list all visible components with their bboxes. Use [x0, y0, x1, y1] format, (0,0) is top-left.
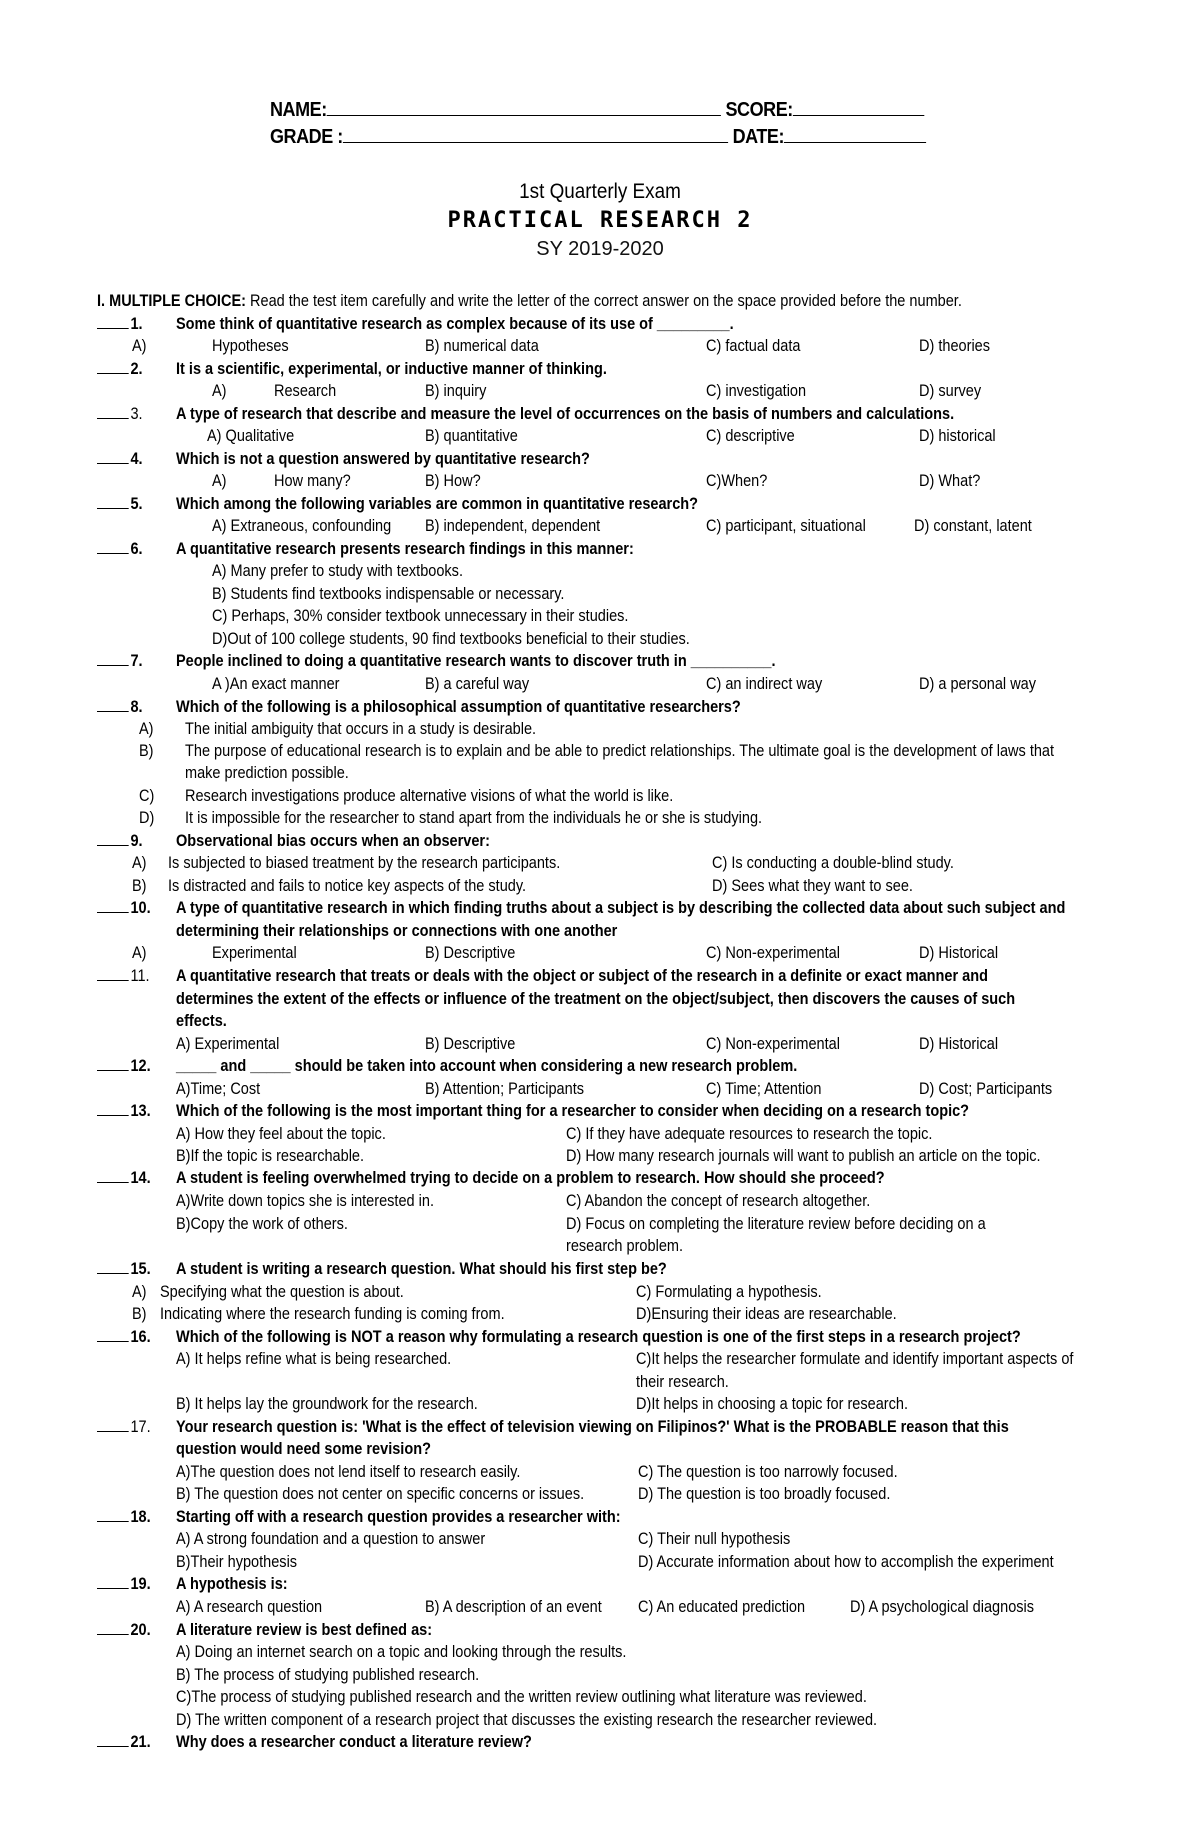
- question-8-number: 8.: [97, 696, 143, 718]
- question-16-number: 16.: [97, 1326, 151, 1348]
- grade-label: GRADE :: [270, 126, 343, 148]
- exam-title: 1st Quarterly Exam: [519, 180, 681, 203]
- q13-option-d: D) How many research journals will want to publish an article on the topic.: [566, 1147, 1041, 1165]
- question-20-number: 20.: [97, 1619, 151, 1641]
- question-10-text-cont: determining their relationships or connections with one another: [176, 922, 618, 940]
- grade-line: [343, 125, 728, 143]
- q9-option-a-text: Is subjected to biased treatment by the research participants.: [168, 854, 561, 872]
- answer-blank: [97, 1055, 129, 1071]
- q17-option-c: C) The question is too narrowly focused.: [638, 1463, 898, 1481]
- question-18-number: 18.: [97, 1506, 151, 1528]
- q11-option-b: B) Descriptive: [425, 1035, 516, 1053]
- q4-option-a: A): [212, 472, 227, 490]
- q2-option-d: D) survey: [919, 382, 982, 400]
- subject-title: PRACTICAL RESEARCH 2: [447, 208, 753, 233]
- q19-option-a: A) A research question: [176, 1598, 323, 1616]
- q7-option-c: C) an indirect way: [706, 675, 823, 693]
- answer-blank: [97, 1416, 129, 1432]
- q10-option-d: D) Historical: [919, 944, 999, 962]
- question-6-text: A quantitative research presents research findings in this manner:: [176, 540, 634, 558]
- q14-option-b: B)Copy the work of others.: [176, 1215, 348, 1233]
- q16-option-b: B) It helps lay the groundwork for the research.: [176, 1395, 478, 1413]
- question-13-text: Which of the following is the most important thing for a researcher to consider when deciding on a research topic?: [176, 1102, 970, 1120]
- question-19-text: A hypothesis is:: [176, 1575, 288, 1593]
- score-label: SCORE:: [725, 99, 793, 121]
- q7-option-a: A )An exact manner: [212, 675, 340, 693]
- question-11-text-cont: determines the extent of the effects or influence of the treatment on the object/subject, then discovers the causes of such: [176, 990, 1016, 1008]
- q2-option-a-text: Research: [274, 382, 337, 400]
- answer-blank: [97, 493, 129, 509]
- q7-option-b: B) a careful way: [425, 675, 530, 693]
- score-line: [793, 98, 924, 116]
- instruction-text: Read the test item carefully and write the letter of the correct answer on the space provided before the number.: [250, 292, 962, 310]
- answer-blank: [97, 696, 129, 712]
- q15-option-a: A): [132, 1283, 147, 1301]
- q16-option-c: C)It helps the researcher formulate and identify important aspects of: [636, 1350, 1074, 1368]
- question-19-number: 19.: [97, 1573, 151, 1595]
- question-17-text: Your research question is: 'What is the effect of television viewing on Filipinos?' What is the PROBABLE reason that this: [176, 1418, 1009, 1436]
- q8-option-a: A): [139, 720, 154, 738]
- q12-option-a: A)Time; Cost: [176, 1080, 261, 1098]
- q14-option-d: D) Focus on completing the literature review before deciding on a: [566, 1215, 986, 1233]
- q8-option-c-text: Research investigations produce alternative visions of what the world is like.: [185, 787, 674, 805]
- q20-option-a: A) Doing an internet search on a topic and looking through the results.: [176, 1643, 627, 1661]
- question-4-text: Which is not a question answered by quantitative research?: [176, 450, 590, 468]
- header-row-2: [270, 125, 936, 149]
- q3-option-d: D) historical: [919, 427, 996, 445]
- q10-option-a: A): [132, 944, 147, 962]
- answer-blank: [97, 1619, 129, 1635]
- answer-blank: [97, 1167, 129, 1183]
- q9-option-b: B): [132, 877, 147, 895]
- q13-option-a: A) How they feel about the topic.: [176, 1125, 386, 1143]
- answer-blank: [97, 1100, 129, 1116]
- question-8-text: Which of the following is a philosophical assumption of quantitative researchers?: [176, 698, 741, 716]
- q15-option-b-text: Indicating where the research funding is coming from.: [160, 1305, 505, 1323]
- answer-blank: [97, 965, 129, 981]
- q2-option-b: B) inquiry: [425, 382, 487, 400]
- q8-option-b-text: The purpose of educational research is to explain and be able to predict relationships. The ultimate goal is the development of laws that: [185, 742, 1055, 760]
- answer-blank: [97, 830, 129, 846]
- question-10-text: A type of quantitative research in which finding truths about a subject is by describing the collected data about such subject and: [176, 899, 1066, 917]
- header-row-1: [270, 98, 936, 122]
- q11-option-a: A) Experimental: [176, 1035, 280, 1053]
- q17-option-d: D) The question is too broadly focused.: [638, 1485, 891, 1503]
- q2-option-c: C) investigation: [706, 382, 807, 400]
- q3-option-c: C) descriptive: [706, 427, 795, 445]
- q16-option-d: D)It helps in choosing a topic for research.: [636, 1395, 908, 1413]
- answer-blank: [97, 358, 129, 374]
- q11-option-c: C) Non-experimental: [706, 1035, 840, 1053]
- q10-option-a-text: Experimental: [212, 944, 297, 962]
- question-6-number: 6.: [97, 538, 143, 560]
- q1-option-c: C) factual data: [706, 337, 801, 355]
- q18-option-b: B)Their hypothesis: [176, 1553, 298, 1571]
- question-16-text: Which of the following is NOT a reason why formulating a research question is one of the first steps in a research project?: [176, 1328, 1021, 1346]
- question-17-number: 17.: [97, 1416, 151, 1438]
- q4-option-b: B) How?: [425, 472, 481, 490]
- q10-option-b: B) Descriptive: [425, 944, 516, 962]
- q20-option-d: D) The written component of a research project that discusses the existing research the researcher reviewed.: [176, 1711, 878, 1729]
- answer-blank: [97, 1326, 129, 1342]
- q1-option-a-text: Hypotheses: [212, 337, 289, 355]
- question-9-number: 9.: [97, 830, 143, 852]
- q20-option-c: C)The process of studying published research and the written review outlining what literature was reviewed.: [176, 1688, 867, 1706]
- q5-option-d: D) constant, latent: [914, 517, 1032, 535]
- q9-option-b-text: Is distracted and fails to notice key aspects of the study.: [168, 877, 527, 895]
- q6-option-d: D)Out of 100 college students, 90 find textbooks beneficial to their studies.: [212, 630, 690, 648]
- q19-option-d: D) A psychological diagnosis: [850, 1598, 1035, 1616]
- q5-option-b: B) independent, dependent: [425, 517, 601, 535]
- question-10-number: 10.: [97, 897, 151, 919]
- answer-blank: [97, 1506, 129, 1522]
- answer-blank: [97, 538, 129, 554]
- q5-option-a: A) Extraneous, confounding: [212, 517, 392, 535]
- q4-option-d: D) What?: [919, 472, 981, 490]
- question-3-text: A type of research that describe and measure the level of occurrences on the basis of numbers and calculations.: [176, 405, 955, 423]
- date-line: [784, 125, 926, 143]
- question-17-text-cont: question would need some revision?: [176, 1440, 431, 1458]
- q8-option-d-text: It is impossible for the researcher to stand apart from the individuals he or she is studying.: [185, 809, 763, 827]
- q3-option-b: B) quantitative: [425, 427, 518, 445]
- q6-option-a: A) Many prefer to study with textbooks.: [212, 562, 463, 580]
- question-5-text: Which among the following variables are common in quantitative research?: [176, 495, 699, 513]
- question-18-text: Starting off with a research question provides a researcher with:: [176, 1508, 621, 1526]
- school-year: SY 2019-2020: [536, 238, 664, 260]
- q14-option-c: C) Abandon the concept of research altogether.: [566, 1192, 871, 1210]
- q8-option-b: B): [139, 742, 154, 760]
- answer-blank: [97, 1731, 129, 1747]
- question-11-number: 11.: [97, 965, 150, 987]
- q12-option-d: D) Cost; Participants: [919, 1080, 1053, 1098]
- q8-option-b-text-cont: make prediction possible.: [185, 764, 349, 782]
- q3-option-a: A) Qualitative: [207, 427, 295, 445]
- q4-option-c: C)When?: [706, 472, 768, 490]
- section-instruction: [97, 290, 962, 312]
- q2-option-a: A): [212, 382, 227, 400]
- q7-option-d: D) a personal way: [919, 675, 1037, 693]
- q15-option-c: C) Formulating a hypothesis.: [636, 1283, 822, 1301]
- question-3-number: 3.: [97, 403, 143, 425]
- q12-option-b: B) Attention; Participants: [425, 1080, 585, 1098]
- q8-option-d: D): [139, 809, 155, 827]
- answer-blank: [97, 313, 129, 329]
- question-11-text-cont2: effects.: [176, 1012, 227, 1030]
- question-1-text: Some think of quantitative research as complex because of its use of _________.: [176, 315, 734, 333]
- q14-option-a: A)Write down topics she is interested in.: [176, 1192, 434, 1210]
- q18-option-c: C) Their null hypothesis: [638, 1530, 791, 1548]
- q11-option-d: D) Historical: [919, 1035, 999, 1053]
- question-2-number: 2.: [97, 358, 143, 380]
- question-21-number: 21.: [97, 1731, 151, 1753]
- q20-option-b: B) The process of studying published research.: [176, 1666, 480, 1684]
- question-21-text: Why does a researcher conduct a literature review?: [176, 1733, 532, 1751]
- q1-option-d: D) theories: [919, 337, 991, 355]
- question-7-text: People inclined to doing a quantitative research wants to discover truth in __________.: [176, 652, 776, 670]
- question-14-text: A student is feeling overwhelmed trying to decide on a problem to research. How should she proceed?: [176, 1169, 885, 1187]
- q15-option-d: D)Ensuring their ideas are researchable.: [636, 1305, 897, 1323]
- answer-blank: [97, 448, 129, 464]
- q9-option-d: D) Sees what they want to see.: [712, 877, 913, 895]
- q6-option-b: B) Students find textbooks indispensable or necessary.: [212, 585, 565, 603]
- answer-blank: [97, 1258, 129, 1274]
- q8-option-a-text: The initial ambiguity that occurs in a study is desirable.: [185, 720, 537, 738]
- answer-blank: [97, 1573, 129, 1589]
- q18-option-d: D) Accurate information about how to accomplish the experiment: [638, 1553, 1054, 1571]
- question-15-number: 15.: [97, 1258, 151, 1280]
- q17-option-a: A)The question does not lend itself to research easily.: [176, 1463, 521, 1481]
- q10-option-c: C) Non-experimental: [706, 944, 840, 962]
- question-13-number: 13.: [97, 1100, 151, 1122]
- name-line: [327, 98, 721, 116]
- question-1-number: 1.: [97, 313, 143, 335]
- answer-blank: [97, 650, 129, 666]
- q18-option-a: A) A strong foundation and a question to answer: [176, 1530, 486, 1548]
- q17-option-b: B) The question does not center on specific concerns or issues.: [176, 1485, 585, 1503]
- answer-blank: [97, 897, 129, 913]
- q9-option-c: C) Is conducting a double-blind study.: [712, 854, 954, 872]
- name-label: NAME:: [270, 99, 327, 121]
- question-5-number: 5.: [97, 493, 143, 515]
- q19-option-c: C) An educated prediction: [638, 1598, 806, 1616]
- q15-option-b: B): [132, 1305, 147, 1323]
- q13-option-b: B)If the topic is researchable.: [176, 1147, 365, 1165]
- q1-option-a: A): [132, 337, 147, 355]
- q4-option-a-text: How many?: [274, 472, 351, 490]
- q5-option-c: C) participant, situational: [706, 517, 866, 535]
- q1-option-b: B) numerical data: [425, 337, 539, 355]
- question-7-number: 7.: [97, 650, 143, 672]
- q8-option-c: C): [139, 787, 155, 805]
- q16-option-a: A) It helps refine what is being researched.: [176, 1350, 452, 1368]
- q19-option-b: B) A description of an event: [425, 1598, 602, 1616]
- q15-option-a-text: Specifying what the question is about.: [160, 1283, 404, 1301]
- q16-option-c-cont: their research.: [636, 1373, 729, 1391]
- question-2-text: It is a scientific, experimental, or inductive manner of thinking.: [176, 360, 607, 378]
- answer-blank: [97, 403, 129, 419]
- question-9-text: Observational bias occurs when an observer:: [176, 832, 490, 850]
- question-15-text: A student is writing a research question. What should his first step be?: [176, 1260, 667, 1278]
- question-11-text: A quantitative research that treats or deals with the object or subject of the research in a definite or exact manner and: [176, 967, 989, 985]
- section-label: I. MULTIPLE CHOICE:: [97, 292, 246, 310]
- question-20-text: A literature review is best defined as:: [176, 1621, 433, 1639]
- question-4-number: 4.: [97, 448, 143, 470]
- q13-option-c: C) If they have adequate resources to research the topic.: [566, 1125, 933, 1143]
- q14-option-d-cont: research problem.: [566, 1237, 684, 1255]
- question-12-number: 12.: [97, 1055, 151, 1077]
- question-12-text: _____ and _____ should be taken into account when considering a new research problem.: [176, 1057, 798, 1075]
- q9-option-a: A): [132, 854, 147, 872]
- date-label: DATE:: [732, 126, 785, 148]
- q6-option-c: C) Perhaps, 30% consider textbook unnecessary in their studies.: [212, 607, 629, 625]
- q12-option-c: C) Time; Attention: [706, 1080, 822, 1098]
- question-14-number: 14.: [97, 1167, 151, 1189]
